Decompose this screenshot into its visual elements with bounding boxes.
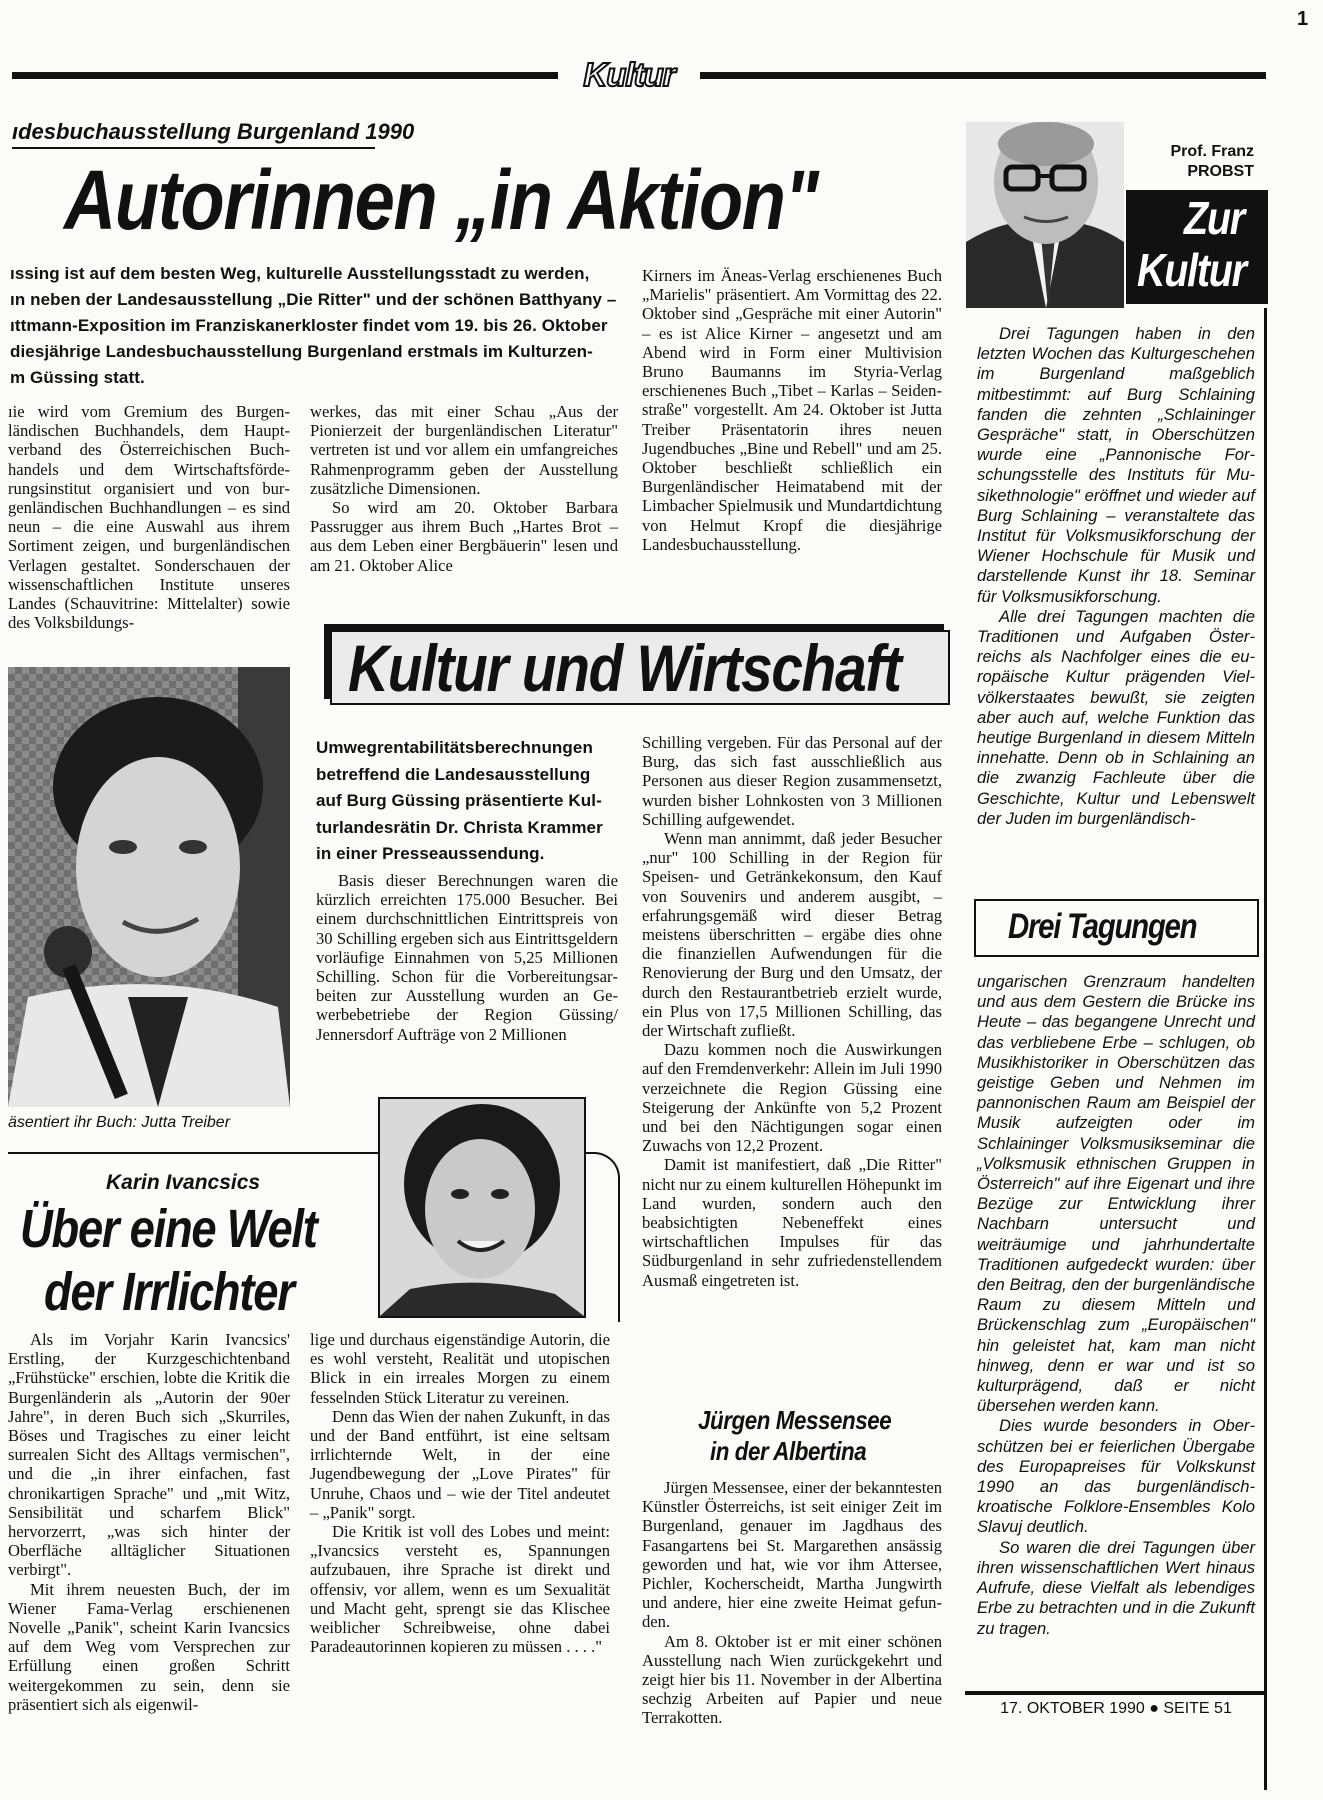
jutta-treiber-photo-image xyxy=(8,667,290,1107)
jutta-treiber-caption: äsentiert ihr Buch: Jutta Treiber xyxy=(8,1114,231,1131)
article2-col1-para: Basis dieser Berechnungen waren die kürzlich erreichten 175.000 Besucher. Bei einem durchschnittlichen Eintrittspreis von 30 Schilling ergeben sich aus Eintrittsgeldern vorläufige Einnahmen von 5,25 Millionen Schilling. Schon für die Vorbereitungsarbeiten zur Ausstellung wurden an Gewerbebetriebe der Region Güssing/ Jennersdorf Aufträge von 2 Millionen xyxy=(316,871,618,1044)
article1-col3-para: Kirners im Äneas-Verlag erschienenes Buch „Marielis" präsentiert. Am Vormittag des 22. Oktober sind „Gespräche mit einer Autorin" – es ist Alice Kirner – angesetzt und am Abend wird in Form einer Multivision Bruno Baumanns im Styria-Verlag erschienenes Buch „Tibet – Karlas – Seidenstraße" vorgestellt. Am 24. Oktober ist Jutta Treiber Präsentatorin ihres neuen Jugendbuches „Bine und Rebell" und am 25. Oktober beschließt schließlich ein Burgenländischer Heimatabend mit der Limbacher Spielmusik und Mundartdichtung von Helmut Kropf die diesjährige Landesbuchausstellung. xyxy=(642,266,942,554)
article3-col2 xyxy=(310,1330,610,1656)
article1-lead-line: diesjährige Landesbuchausstellung Burgenland erstmals im Kulturzen- xyxy=(10,342,593,361)
footer-rule xyxy=(965,1691,1267,1695)
article3-headline-line1: Über eine Welt xyxy=(20,1199,317,1259)
article2-col2-para: Dazu kommen noch die Auswirkungen auf den Fremdenverkehr: Allein im Juli 1990 verzeichnete die Region Güssing eine Steigerung der Ankünfte von 5,2 Prozent und bei den Nächtigungen sogar einen Zuwachs von 12,2 Prozent. xyxy=(642,1040,942,1156)
article3-kicker: Karin Ivancsics xyxy=(106,1171,261,1194)
article1-col2-para: So wird am 20. Oktober Barbara Passrugger aus ihrem Buch „Hartes Brot – aus dem Leben einer Bergbäuerin" lesen und am 21. Oktober Alice xyxy=(310,498,618,575)
franz-probst-photo-image xyxy=(966,122,1124,308)
article1-lead-line: ın neben der Landesausstellung „Die Ritter" und der schönen Batthyany – xyxy=(10,290,617,309)
karin-ivancsics-photo xyxy=(378,1097,586,1318)
article3-headline-line2: der Irrlichter xyxy=(44,1262,294,1322)
article1-lead-line: ıssing ist auf dem besten Weg, kulturelle Ausstellungsstadt zu werden, xyxy=(10,264,590,283)
article2-lead: Umwegrentabilitätsberechnungen betreffend die Landesausstellung auf Burg Güssing präsentierte Kulturlandesrätin Dr. Christa Krammer in einer Presseaussendung. xyxy=(316,738,603,863)
article4-headline-line2: in der Albertina xyxy=(710,1436,867,1466)
column-para: Drei Tagungen haben in den letzten Wochen das Kulturgeschehen im Burgenland maßgeblich mitbestimmt: auf Burg Schlaining fanden die zehnten „Schlaininger Gespräche" statt, in Oberschützen wurde eine „Pannonische Forschungsstelle des Instituts für Musikethnologie" eröffnet und wieder auf Burg Schlaining – veranstaltete das Institut für Volksmusikforschung der Wiener Hochschule für Musik und darstellende Kunst ihr 18. Seminar für Volksmusikforschung. xyxy=(977,324,1255,606)
article1-kicker: ıdesbuchausstellung Burgenland 1990 xyxy=(12,119,415,144)
column-para: ungarischen Grenzraum handelten und aus dem Gestern die Brücke ins Heute – das begangene Unrecht und das verbliebene Erbe – schlugen, ob Musikhistoriker in Oberschützen das geistige Geben und Nehmen im pannonischen Raum am Beispiel der Musik aufzeigten oder im Schlaininger Volksmusikseminar die „Volksmusik ethnischen Gruppen in Österreich" auf ihre Eigenart und ihre Bezüge zur Entwicklung ihrer Nachbarn untersucht und weiträumige und jahrhundertalte Traditionen aufgedeckt wurden: über den Beitrag, den der burgenländische Raum zu diesem Mitteln und Brückenschlag zum „Europäischen" hin geleistet hat, kam man nicht hinweg, denn er war und ist so kulturprägend, daß er nicht übersehen werden kann. xyxy=(977,972,1255,1416)
article1-col2 xyxy=(310,402,618,575)
karin-ivancsics-photo-image xyxy=(380,1099,584,1316)
column-text1 xyxy=(977,324,1255,829)
article1-headline: Autorinnen „in Aktion" xyxy=(64,153,818,247)
masthead-section-logo: Kultur xyxy=(583,56,675,93)
article4-headline-line1: Jürgen Messensee xyxy=(698,1405,892,1435)
article1-col1-para: ıie wird vom Gremium des Burgenländischen Buchhandels, dem Hauptverband des Österreichischen Buchhandels und dem Wirtschaftsförderungsinstitut organisiert und von burgenländischen Buchhandlungen – es sind neun – die eine Auswahl aus ihrem Sortiment zeigen, und burgenländischen Verlagen gestaltet. Sonderschauen der wissenschaftlichen Institute unseres Landes (Schauvitrine: Mittelalter) sowie des Volksbildungs- xyxy=(8,402,290,633)
article1-lead xyxy=(10,261,622,391)
article3-col1 xyxy=(8,1330,290,1714)
article2-col2-para: Schilling vergeben. Für das Personal auf der Burg, das sich fast ausschließlich aus Personen aus dieser Region zusammensetzt, wurden bisher Lohnkosten von 3 Millionen Schilling aufgewendet. xyxy=(642,733,942,829)
article2-col1 xyxy=(316,871,618,1044)
article4-para: Am 8. Oktober ist er mit einer schönen Ausstellung nach Wien zurückgekehrt und zeigt hier bis 11. November in der Albertina sechzig Arbeiten auf Papier und neue Terrakotten. xyxy=(642,1631,942,1728)
article2-col2-para: Wenn man annimmt, daß jeder Besucher „nur" 100 Schilling in der Region für Speisen- und Getränkekonsum, den Kauf von Souvenirs und anderem ausgibt, – erfahrungsgemäß wird dieser Betrag meistens überschritten – ergäbe dies ohne die finanziellen Aufwendungen für die Renovierung der Burg und den Umsatz, der durch den Restaurantbetrieb erzielt wurde, ein Plus von 17,5 Millionen Schilling, das der Wirtschaft zufließt. xyxy=(642,829,942,1041)
article1-lead-line: ıttmann-Exposition im Franziskanerkloster findet vom 19. bis 26. Oktober xyxy=(10,316,608,335)
article2-col2 xyxy=(642,733,942,1290)
column-text2 xyxy=(977,972,1255,1639)
column-para: Dies wurde besonders in Oberschützen bei er feierlichen Übergabe des Europapreises für Volkskunst 1990 an das burgenländischkroatische Folklore-Ensembles Kolo Slavuj deutlich. xyxy=(977,1416,1255,1537)
column-para: So waren die drei Tagungen über ihren wissenschaftlichen Wert hinaus Aufrufe, diese Vielfalt als lebendiges Erbe zu betrachten und in die Zukunft zu tragen. xyxy=(977,1537,1255,1638)
footer-date-page: 17. OKTOBER 1990 ● SEITE 51 xyxy=(1000,1700,1232,1717)
column-title-line1: Zur xyxy=(1184,192,1244,244)
article1-col1 xyxy=(8,402,290,632)
article1-col2-para: werkes, das mit einer Schau „Aus der Pionierzeit der burgenländischen Literatur" vertreten ist und vor allem ein umfangreiches Rahmenprogramm geben der Ausstellung zusätzliche Dimensionen. xyxy=(310,402,618,498)
column-author-line2: PROBST xyxy=(1187,163,1254,180)
article2-headline: Kultur und Wirtschaft xyxy=(348,631,901,705)
column-subhead: Drei Tagungen xyxy=(1008,907,1197,946)
article4-body xyxy=(642,1478,942,1728)
article3-col2-para: lige und durchaus eigenständige Autorin, die es wohl versteht, Realität und utopischen Blick in ein irreales Morgen zu einem fesselnden Stück Literatur zu vereinen. xyxy=(310,1330,610,1407)
article3-col1-para: Mit ihrem neuesten Buch, der im Wiener Fama-Verlag erschienenen Novelle „Panik", scheint Karin Ivancsics auf dem Weg vom Versprechen zur Erfüllung einen großen Schritt weitergekommen zu sein, denn sie präsentiert sich als eigenwil- xyxy=(8,1579,290,1714)
page-marker: 1 xyxy=(1297,8,1309,30)
article3-col2-para: Denn das Wien der nahen Zukunft, in das und der Band entführt, ist eine seltsam irrlichternde Welt, in der eine Jugendbewegung der „Love Pirates" für Unruhe, Chaos und – wie der Titel andeutet – „Panik" sorgt. xyxy=(310,1406,610,1522)
franz-probst-photo xyxy=(966,122,1124,308)
article4-para: Jürgen Messensee, einer der bekanntesten Künstler Österreichs, ist seit einiger Zeit im Burgenland, genauer im Jagdhaus des Fasangartens bei St. Margarethen ansässig geworden und hat, wie vor ihm Attersee, Pichler, Kocherscheidt, Martha Jungwirth und andere, hier eine zweite Heimat gefunden. xyxy=(642,1478,942,1632)
masthead-rule-left xyxy=(12,72,558,79)
column-para: Alle drei Tagungen machten die Traditionen und Aufgaben Österreichs als Nachfolger eines die europäische Kultur prägenden Vielvölkerstaates bewußt, sie zeigten aber auch auf, welche Funktion das heutige Burgenland in diesem Mitteln innehatte. Denn ob in Schlaining an die zwanzig Fachleute über die Geschichte, Kultur und Lebenswelt der Juden im burgenländisch- xyxy=(977,606,1255,828)
masthead-rule-right xyxy=(700,72,1266,79)
article2-col2-para: Damit ist manifestiert, daß „Die Ritter" nicht nur zu einem kulturellen Höhepunkt im Land wurden, sondern auch den beabsichtigten Nebeneffekt eines wirtschaftlichen Impulses für das Südburgenland in sehr zufriedenstellendem Ausmaß eingetreten ist. xyxy=(642,1155,942,1290)
column-author-line1: Prof. Franz xyxy=(1170,143,1254,160)
article3-col1-para: Als im Vorjahr Karin Ivancsics' Erstling, der Kurzgeschichtenband „Frühstücke" erschien, lobte die Kritik die Burgenländerin als „Autorin der 90er Jahre", in deren Buch sich „Skurriles, Böses und Tragisches zu einer leicht surrealen Sicht des Alltags vermischen", und die „in ihrer einfachen, fast chronikartigen Sprache" und „mit Witz, Sensibilität und scharfem Blick" hervorzerrt, „was sich hinter der Oberfläche alltäglicher Situationen verbirgt". xyxy=(8,1330,290,1580)
article1-col3 xyxy=(642,266,942,554)
column-title-line2: Kultur xyxy=(1137,244,1246,296)
jutta-treiber-photo xyxy=(8,667,290,1107)
article3-col2-para: Die Kritik ist voll des Lobes und meint: „Ivancsics versteht es, Spannungen aufzubauen, ihre Sprache ist direkt und offensiv, vor allem, wenn es um Sexualität und Macht geht, sprengt sie das Klischee weiblicher Schreibweise, ohne dabei Paradeautorinnen kopieren zu müssen . . . ." xyxy=(310,1522,610,1657)
article1-lead-line: m Güssing statt. xyxy=(10,368,145,387)
article1-kicker-underline xyxy=(12,147,375,149)
